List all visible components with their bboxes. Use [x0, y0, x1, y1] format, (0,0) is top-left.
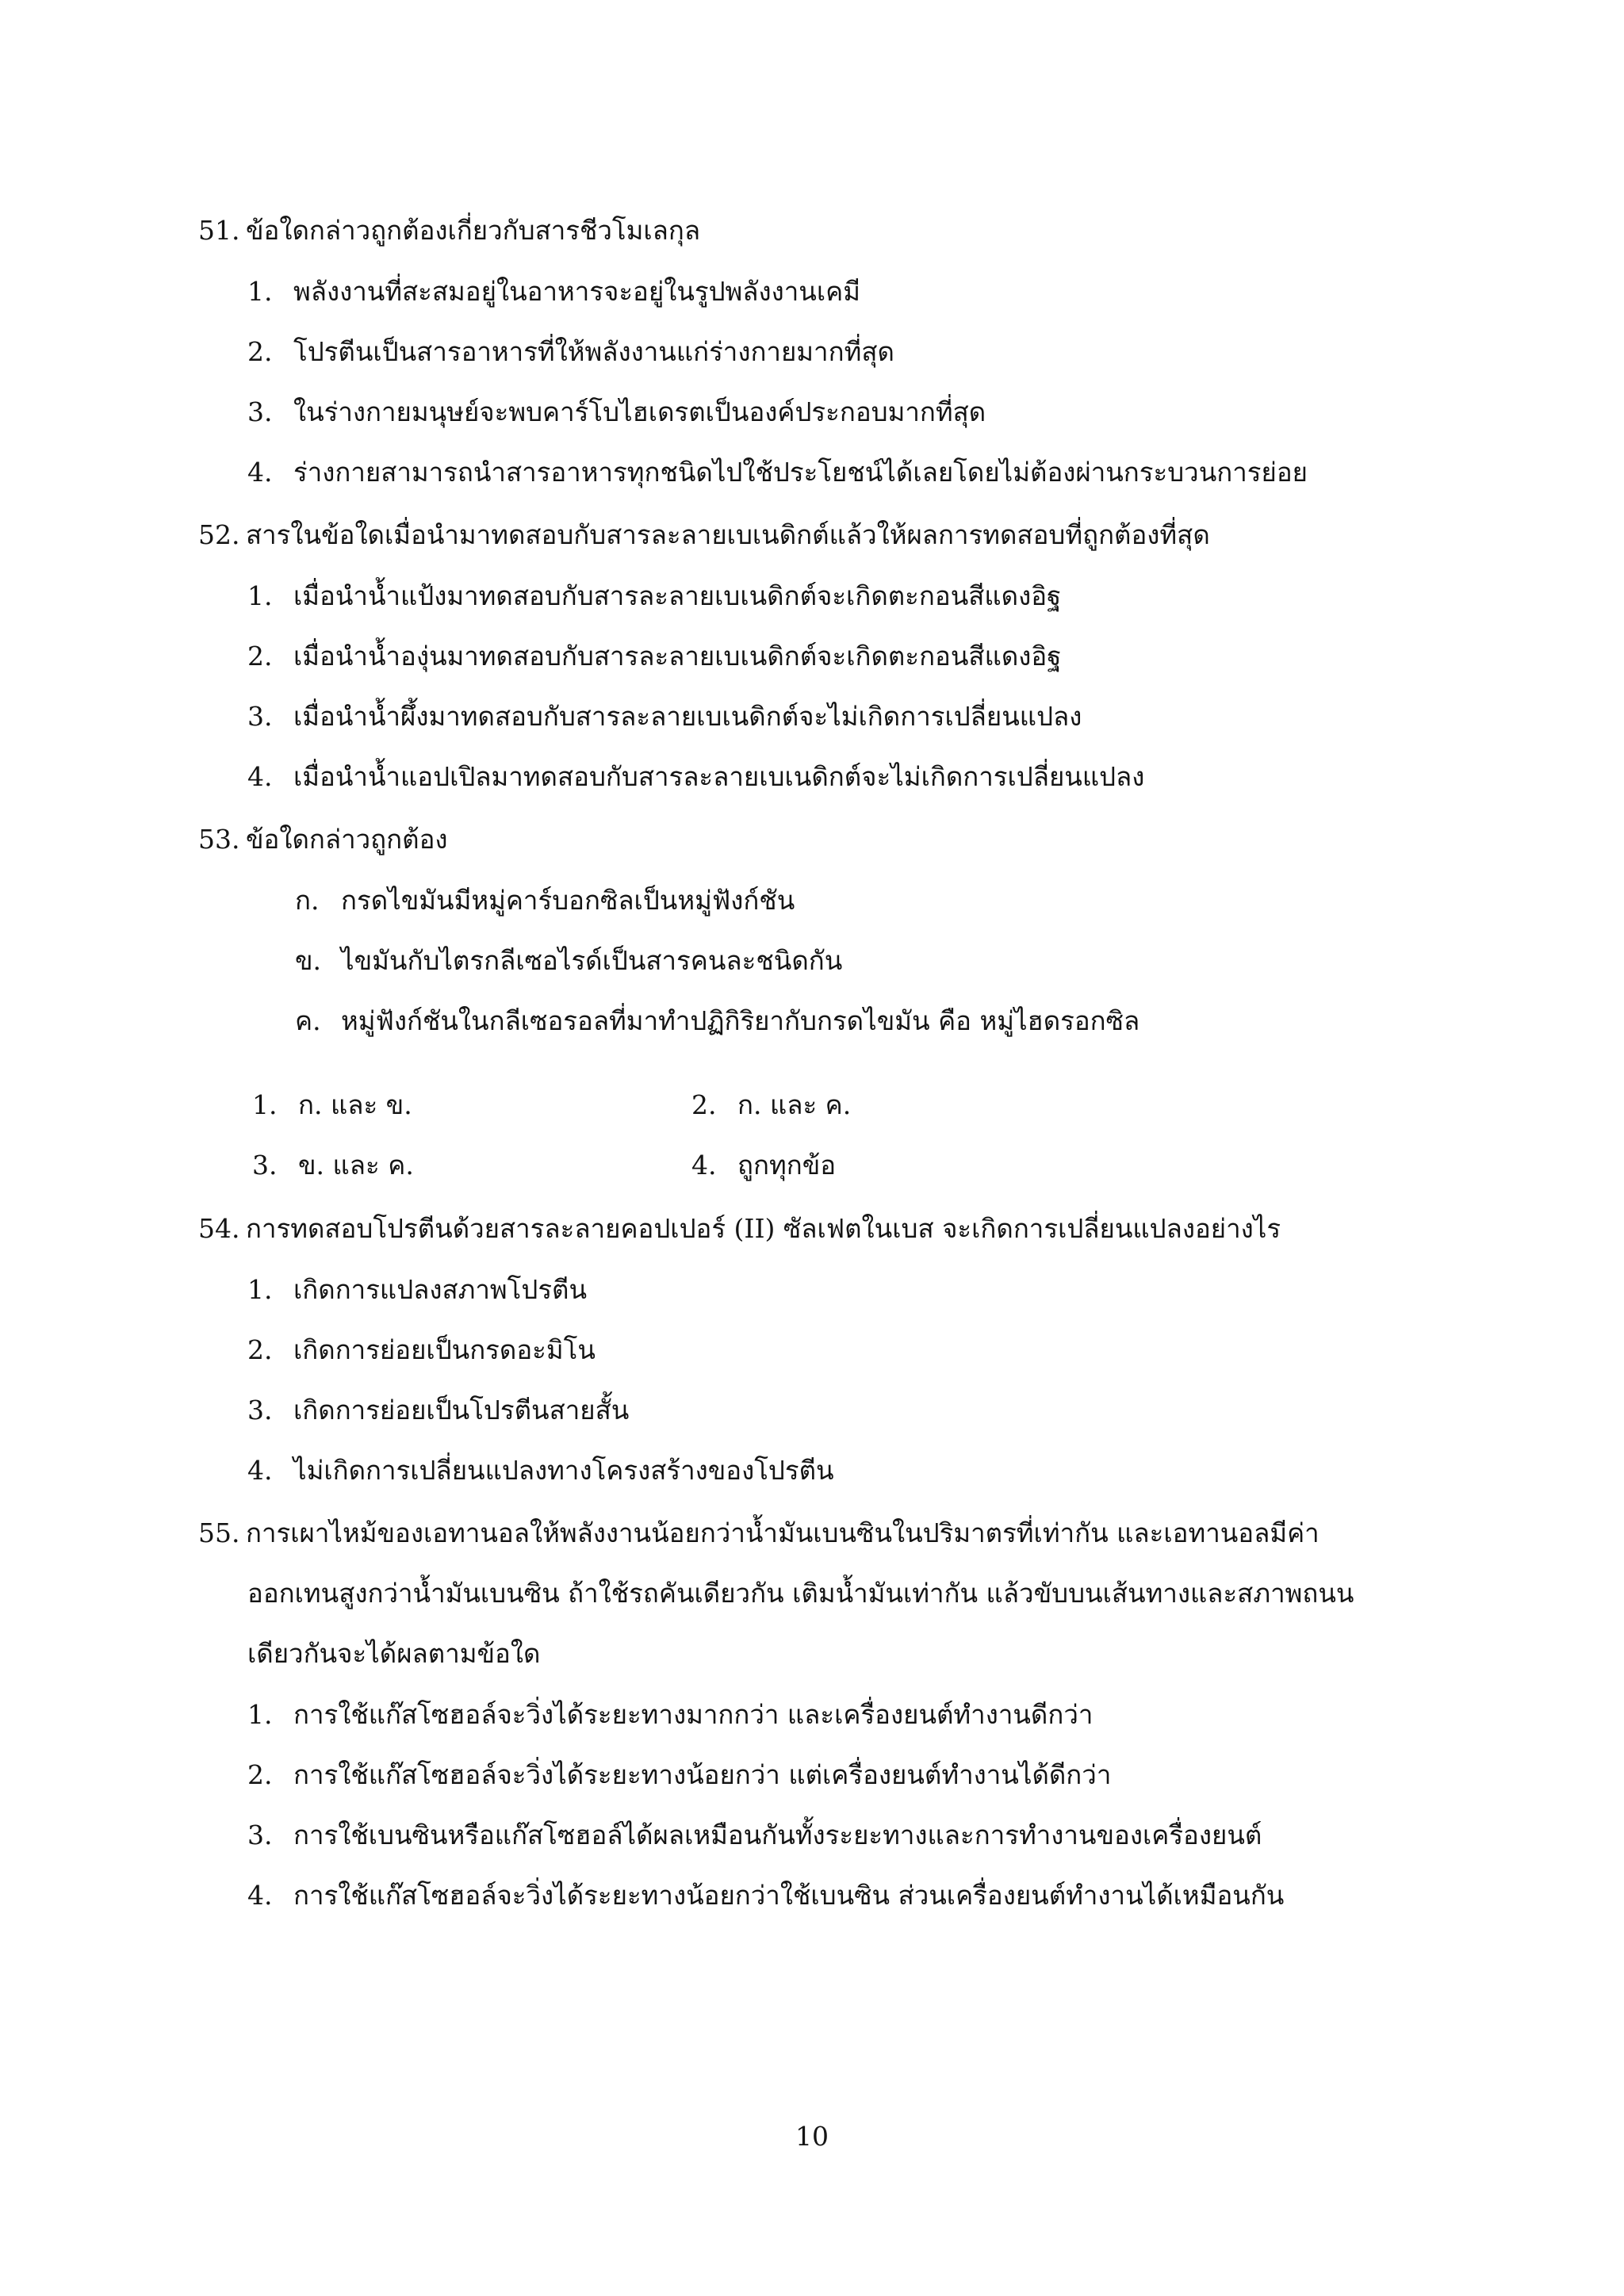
question-text-continued: ออกเทนสูงกว่าน้ำมันเบนซิน ถ้าใช้รถคันเดียวกัน เติมน้ำมันเท่ากัน แล้วขับบนเส้นทางและสภาพถนน — [247, 1578, 1354, 1609]
option-text: ถูกทุกข้อ — [737, 1150, 837, 1181]
option-number: 4. — [247, 761, 273, 792]
option — [247, 1805, 1262, 1866]
question-text: การทดสอบโปรตีนด้วยสารละลายคอปเปอร์ (II) ซัลเฟตในเบส จะเกิดการเปลี่ยนแปลงอย่างไร — [246, 1213, 1281, 1244]
option-number: 3. — [247, 1820, 273, 1850]
option — [247, 1260, 587, 1320]
page-number: 10 — [795, 2121, 829, 2152]
option-number: 2. — [247, 1334, 273, 1365]
question-number: 54. — [198, 1213, 240, 1244]
option-text: เมื่อนำน้ำแป้งมาทดสอบกับสารละลายเบเนดิกต์จะเกิดตะกอนสีแดงอิฐ — [293, 580, 1062, 611]
question-52 — [198, 505, 1467, 565]
option-number: 2. — [247, 1759, 273, 1790]
option-number: 2. — [247, 641, 273, 672]
question-number: 55. — [198, 1517, 240, 1548]
option-text: เกิดการย่อยเป็นกรดอะมิโน — [293, 1334, 596, 1365]
option — [247, 322, 894, 382]
option-text: เมื่อนำน้ำผึ้งมาทดสอบกับสารละลายเบเนดิกต์จะไม่เกิดการเปลี่ยนแปลง — [293, 701, 1082, 732]
question-text: ข้อใดกล่าวถูกต้องเกี่ยวกับสารชีวโมเลกุล — [246, 215, 701, 246]
statement-text: ไขมันกับไตรกลีเซอไรด์เป็นสารคนละชนิดกัน — [341, 945, 843, 976]
question-text: ข้อใดกล่าวถูกต้อง — [246, 824, 448, 855]
option — [252, 1075, 412, 1135]
option-text: ในร่างกายมนุษย์จะพบคาร์โบไฮเดรตเป็นองค์ประกอบมากที่สุด — [293, 396, 986, 427]
option-text: การใช้แก๊สโซฮอล์จะวิ่งได้ระยะทางน้อยกว่า แต่เครื่องยนต์ทำงานได้ดีกว่า — [293, 1759, 1112, 1790]
option-number: 4. — [691, 1150, 717, 1181]
question-number: 53. — [198, 824, 240, 855]
option-text: เกิดการแปลงสภาพโปรตีน — [293, 1274, 588, 1305]
option-text: เมื่อนำน้ำองุ่นมาทดสอบกับสารละลายเบเนดิกต์จะเกิดตะกอนสีแดงอิฐ — [293, 641, 1062, 672]
option-text: ก. และ ค. — [737, 1089, 852, 1120]
option-text: ก. และ ข. — [298, 1089, 412, 1120]
option — [247, 442, 1308, 503]
option — [247, 262, 860, 322]
option-text: เกิดการย่อยเป็นโปรตีนสายสั้น — [293, 1395, 630, 1425]
statement-letter: ก. — [295, 885, 320, 916]
question-text: การเผาไหม้ของเอทานอลให้พลังงานน้อยกว่าน้ำมันเบนซินในปริมาตรที่เท่ากัน และเอทานอลมีค่า — [246, 1517, 1320, 1548]
statement-text: กรดไขมันมีหมู่คาร์บอกซิลเป็นหมู่ฟังก์ชัน — [341, 885, 795, 916]
option — [247, 1866, 1284, 1926]
option-number: 3. — [252, 1150, 278, 1181]
question-number: 51. — [198, 215, 240, 246]
option — [247, 1380, 629, 1441]
option-text: พลังงานที่สะสมอยู่ในอาหารจะอยู่ในรูปพลังงานเคมี — [293, 276, 860, 307]
statement-letter: ค. — [295, 1005, 321, 1036]
option-text: ร่างกายสามารถนำสารอาหารทุกชนิดไปใช้ประโยชน์ได้เลยโดยไม่ต้องผ่านกระบวนการย่อย — [293, 457, 1308, 488]
statement — [295, 991, 1139, 1051]
option — [247, 1441, 834, 1501]
option-number: 4. — [247, 1455, 273, 1486]
option-text: ไม่เกิดการเปลี่ยนแปลงทางโครงสร้างของโปรตีน — [293, 1455, 834, 1486]
option-number: 2. — [691, 1089, 717, 1120]
option — [247, 382, 986, 442]
question-text-continued: เดียวกันจะได้ผลตามข้อใด — [247, 1638, 541, 1669]
question-text: สารในข้อใดเมื่อนำมาทดสอบกับสารละลายเบเนดิกต์แล้วให้ผลการทดสอบที่ถูกต้องที่สุด — [246, 519, 1210, 550]
option — [247, 1685, 1093, 1745]
question-number: 52. — [198, 519, 240, 550]
option-number: 2. — [247, 336, 273, 367]
option-number: 3. — [247, 1395, 273, 1425]
question-51 — [198, 201, 1467, 261]
question-54 — [198, 1199, 1467, 1259]
option-text: ข. และ ค. — [298, 1150, 414, 1181]
option — [247, 566, 1061, 626]
option — [247, 687, 1082, 747]
question-53 — [198, 809, 1467, 870]
option-number: 3. — [247, 701, 273, 732]
option-number: 4. — [247, 457, 273, 488]
option — [247, 1745, 1111, 1805]
option-number: 4. — [247, 1880, 273, 1911]
option-text: การใช้แก๊สโซฮอล์จะวิ่งได้ระยะทางน้อยกว่าใช้เบนซิน ส่วนเครื่องยนต์ทำงานได้เหมือนกัน — [293, 1880, 1285, 1911]
statement-letter: ข. — [295, 945, 322, 976]
statement — [295, 871, 795, 931]
option — [247, 626, 1061, 687]
option — [252, 1135, 414, 1196]
option-text: การใช้เบนซินหรือแก๊สโซฮอล์ได้ผลเหมือนกันทั้งระยะทางและการทำงานของเครื่องยนต์ — [293, 1820, 1262, 1850]
option — [691, 1135, 836, 1196]
option-text: เมื่อนำน้ำแอปเปิลมาทดสอบกับสารละลายเบเนดิกต์จะไม่เกิดการเปลี่ยนแปลง — [293, 761, 1145, 792]
option-number: 1. — [247, 580, 273, 611]
statement-text: หมู่ฟังก์ชันในกลีเซอรอลที่มาทำปฏิกิริยากับกรดไขมัน คือ หมู่ไฮดรอกซิล — [341, 1005, 1140, 1036]
option-text: การใช้แก๊สโซฮอล์จะวิ่งได้ระยะทางมากกว่า และเครื่องยนต์ทำงานดีกว่า — [293, 1699, 1094, 1730]
statement — [295, 931, 842, 991]
option — [691, 1075, 851, 1135]
option-number: 1. — [247, 276, 273, 307]
option-number: 1. — [252, 1089, 278, 1120]
question-55 — [198, 1503, 1467, 1563]
option-number: 1. — [247, 1699, 273, 1730]
option-text: โปรตีนเป็นสารอาหารที่ให้พลังงานแก่ร่างกายมากที่สุด — [293, 336, 894, 367]
option — [247, 1320, 596, 1380]
option-number: 1. — [247, 1274, 273, 1305]
option-number: 3. — [247, 396, 273, 427]
option — [247, 747, 1144, 807]
